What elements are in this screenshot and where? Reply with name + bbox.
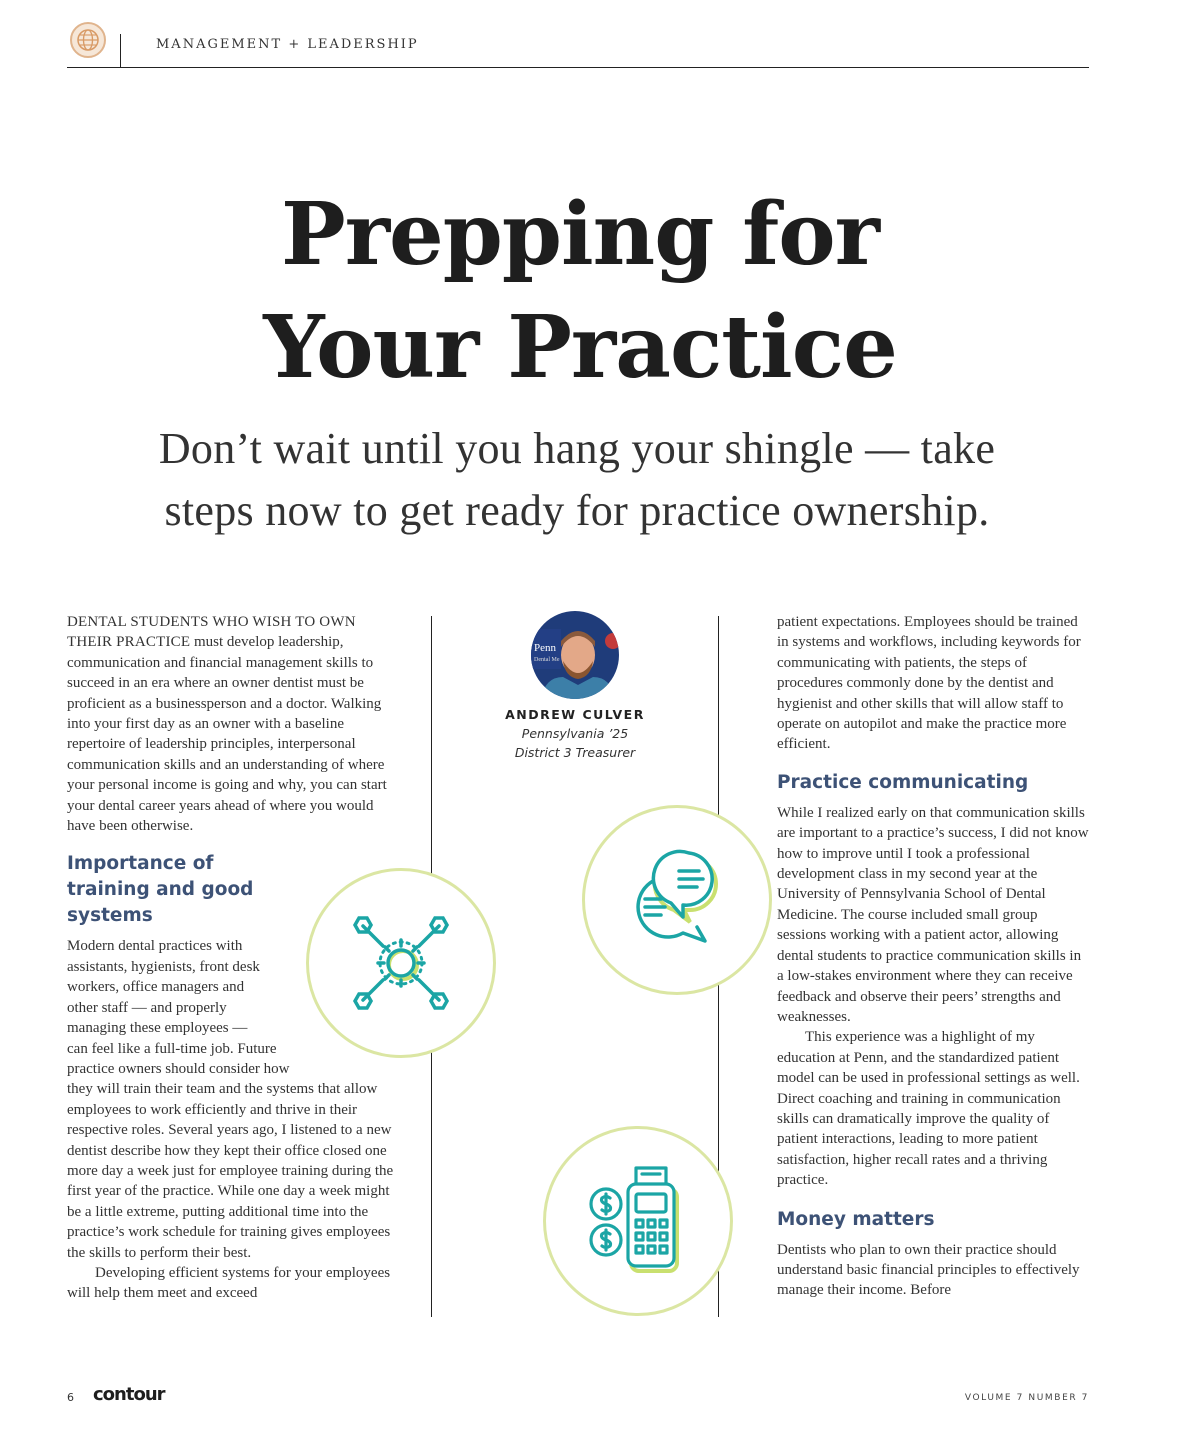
subtitle-line-1: Don’t wait until you hang your shingle — take	[158, 424, 996, 473]
author-school: Pennsylvania ’25	[521, 726, 629, 741]
badge-text: Penn	[534, 642, 556, 654]
paragraph-communication-text: While I realized early on that communication skills are important to a practice’s success, I did not know how to improve until I took a professional development class in my second year at the University of Pennsylvania School of Dental Medicine. The course included small group sessions working with a patient actor, allowing dental students to practice communication skills in a low-stakes environment where they can receive feedback and observe their peers’ strengths and weaknesses.	[777, 804, 1089, 1025]
paragraph-expectations: patient expectations. Employees should be trained in systems and workflows, including keywords for communicating with patients, the steps of procedures commonly done by the dentist and hygienist and other skills that will allow staff to operate on autopilot and make the practice more efficient.	[777, 614, 1081, 753]
author-role: District 3 Treasurer	[514, 745, 636, 760]
heading-money: Money matters	[777, 1208, 935, 1230]
heading-communicating: Practice communicating	[777, 771, 1029, 793]
article-title	[0, 178, 1160, 404]
paragraph-training-text: Modern dental practices with assistants, hygienists, front desk workers, office managers and other staff — and properly managing these employees — can feel like a full-time job. Future practice owners should consider how they will train their team and the systems that allow employees to work efficiently and thrive in their respective roles. Several years ago, I listened to a new dentist describe how they kept their office closed one more day a week just for employee training during the first year of the practice. While one day a week might be a little extreme, putting additional time into the practice’s work schedule for training gives employees the skills to perform their best.	[67, 938, 394, 1261]
intro-paragraph	[67, 612, 397, 836]
column-right	[777, 612, 1089, 1301]
author-name: ANDREW CULVER	[505, 707, 645, 722]
gear-network-icon	[341, 908, 461, 1018]
title-line-1: Prepping for	[281, 184, 879, 285]
article-subtitle	[0, 418, 1154, 542]
page-number: 6	[67, 1391, 74, 1404]
section-label: MANAGEMENT + LEADERSHIP	[156, 37, 419, 52]
svg-text:Dental Me: Dental Me	[534, 657, 560, 663]
lead-caps: DENTAL STUDENTS WHO WISH TO OWN THEIR PRACTICE	[67, 614, 356, 651]
payment-circle	[543, 1126, 733, 1316]
heading-training: Importance of training and good systems	[67, 853, 254, 927]
subtitle-line-2: steps now to get ready for practice ownership.	[164, 486, 990, 535]
globe-icon	[70, 22, 106, 58]
title-line-2: Your Practice	[263, 297, 897, 398]
chat-circle	[582, 805, 772, 995]
volume-label: VOLUME 7 NUMBER 7	[964, 1393, 1089, 1403]
header-divider	[120, 34, 121, 67]
paragraph-experience: This experience was a highlight of my education at Penn, and the standardized patient model can be used in professional settings as well. Direct coaching and training in communication skills can dramatically improve the quality of patient interactions, leading to more patient satisfaction, higher recall rates and a thriving practice.	[777, 1029, 1080, 1189]
intro-text: must develop leadership, communication and financial management skills to succeed in an era where an owner dentist must be proficient as a businessperson and a doctor. Walking into your first day as an owner with a baseline repertoire of leadership principles, interpersonal communication skills and an understanding of where your personal income is going and why, you can start your dental career years ahead of where you would have been otherwise.	[67, 634, 387, 835]
paragraph-money: Dentists who plan to own their practice should understand basic financial principles to effectively manage their income. Before	[777, 1241, 1080, 1299]
contour-logo: contour	[93, 1384, 165, 1405]
chat-bubbles-icon	[617, 845, 737, 955]
gear-circle	[306, 868, 496, 1058]
author-avatar	[531, 611, 619, 699]
header-rule	[67, 67, 1089, 68]
payment-terminal-icon	[578, 1166, 698, 1276]
paragraph-systems: Developing efficient systems for your employees will help them meet and exceed	[67, 1264, 391, 1302]
paragraph-communication	[777, 803, 1089, 1027]
